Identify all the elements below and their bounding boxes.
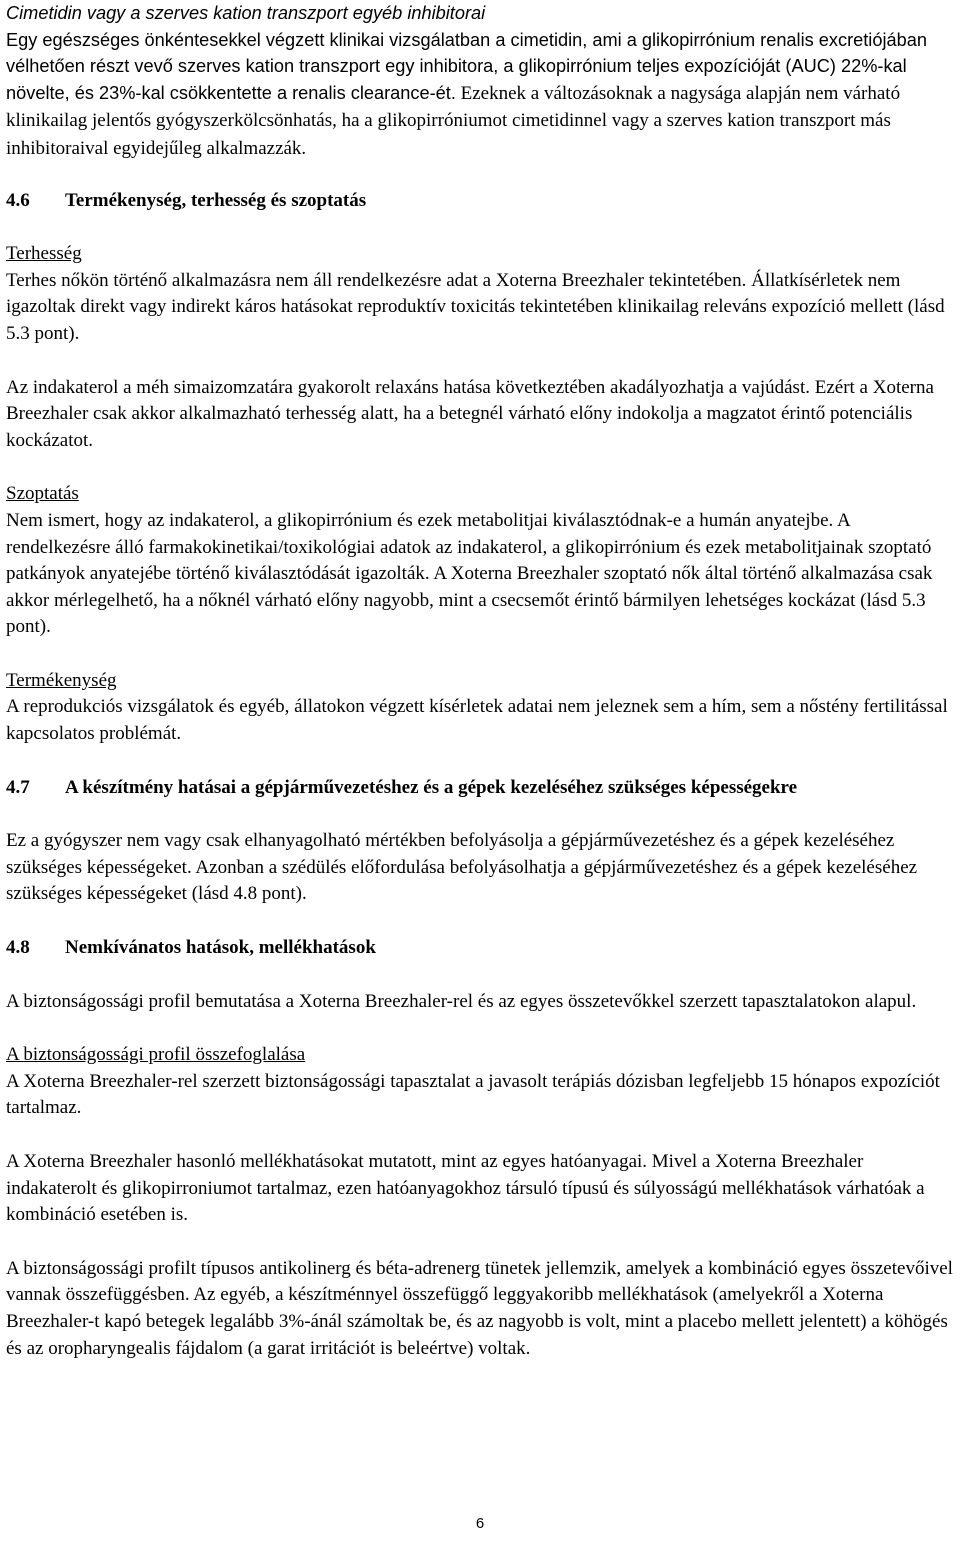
section-4-8-title: Nemkívánatos hatások, mellékhatások — [65, 937, 376, 959]
safety-summary-paragraph-1: A Xoterna Breezhaler-rel szerzett biztonságossági tapasztalat a javasolt terápiás dózisban legfeljebb 15 hónapos expozíciót tartalmaz. — [6, 1070, 940, 1119]
section-4-8-heading — [6, 935, 956, 962]
fertility-subheading: Termékenység — [6, 669, 117, 691]
section-4-6-heading — [6, 188, 956, 215]
breastfeeding-subheading: Szoptatás — [6, 483, 79, 505]
section-4-6-title: Termékenység, terhesség és szoptatás — [65, 189, 367, 211]
cimetidine-paragraph-part1: Egy egészséges önkéntesekkel végzett klinikai vizsgálatban a cimetidin, ami a glikopirrónium renalis excretiójában vélhetően részt vevő szerves kation transzport egy inhibitora, a glikopirrónium teljes expozícióját (AUC) 22%-kal növelte, és 23%-kal csökkentette a renalis clearance-ét. — [6, 29, 927, 103]
pregnancy-paragraph-2: Az indakaterol a méh simaizomzatára gyakorolt relaxáns hatása következtében akadályozhatja a vajúdást. Ezért a Xoterna Breezhaler csak akkor alkalmazható terhesség alatt, ha a betegnél várható előny indokolja a magzatot érintő potenciális kockázatot. — [6, 376, 934, 451]
section-4-7-number: 4.7 — [6, 776, 30, 798]
safety-summary-subheading: A biztonságossági profil összefoglalása — [6, 1044, 306, 1066]
pregnancy-paragraph-1: Terhes nőkön történő alkalmazásra nem áll rendelkezésre adat a Xoterna Breezhaler tekintetében. Állatkísérletek nem igazoltak direkt vagy indirekt káros hatásokat reproduktív toxicitás tekintetében klinikailag releváns expozíció mellett (lásd 5.3 pont). — [6, 269, 945, 344]
safety-summary-paragraph-3: A biztonságossági profilt típusos antikolinerg és béta-adrenerg tünetek jellemzik, amelyek a kombináció egyes összetevőivel vannak összefüggésben. Az egyéb, a készítménnyel összefüggő leggyakoribb mellékhatások (amelyekről a Xoterna Breezhaler-t kapó betegek legalább 3%-ánál számoltak be, és az nagyobb is volt, mint a placebo mellett jelentett) a köhögés és az oropharyngealis fájdalom (a garat irritációt is beleértve) voltak. — [6, 1257, 953, 1359]
adverse-effects-intro: A biztonságossági profil bemutatása a Xoterna Breezhaler-rel és az egyes összetevőkkel szerzett tapasztalatokon alapul. — [6, 990, 917, 1012]
cimetidine-paragraph-part2: Ezeknek a változásoknak a nagysága alapján nem várható klinikailag jelentős gyógyszerkölcsönhatás, ha a glikopirróniumot cimetidinnel vagy a szerves kation transzport más inhibitoraival egyidejűleg alkalmazzák. — [6, 82, 901, 159]
cimetidine-heading: Cimetidin vagy a szerves kation transzport egyéb inhibitorai — [6, 3, 486, 23]
breastfeeding-paragraph: Nem ismert, hogy az indakaterol, a glikopirrónium és ezek metabolitjai kiválasztódnak-e a humán anyatejbe. A rendelkezésre álló farmakokinetikai/toxikológiai adatok az indakaterol, a glikopirrónium és ezek metabolitjainak szoptató patkányok anyatejébe történő kiválasztódását igazolták. A Xoterna Breezhaler szoptató nők által történő alkalmazása csak akkor mérlegelhető, ha a nőknél várható előny nagyobb, mint a csecsemőt érintő bármilyen lehetséges kockázat (lásd 5.3 pont). — [6, 509, 933, 638]
section-4-8-number: 4.8 — [6, 937, 30, 959]
section-4-6-number: 4.6 — [6, 189, 30, 211]
page-number: 6 — [475, 1515, 485, 1532]
fertility-paragraph: A reprodukciós vizsgálatok és egyéb, állatokon végzett kísérletek adatai nem jeleznek sem a hím, sem a nőstény fertilitással kapcsolatos problémát. — [6, 696, 948, 745]
pregnancy-subheading: Terhesség — [6, 243, 82, 265]
section-4-7-heading — [6, 775, 956, 802]
document-page — [6, 0, 956, 1362]
section-4-7-title: A készítmény hatásai a gépjárművezetéshez és a gépek kezeléséhez szükséges képességekre — [65, 776, 798, 798]
cimetidine-paragraph — [6, 27, 956, 163]
driving-paragraph: Ez a gyógyszer nem vagy csak elhanyagolható mértékben befolyásolja a gépjárművezetéshez és a gépek kezeléséhez szükséges képességeket. Azonban a szédülés előfordulása befolyásolhatja a gépjárművezetéshez és a gépek kezeléséhez szükséges képességeket (lásd 4.8 pont). — [6, 830, 918, 905]
safety-summary-paragraph-2: A Xoterna Breezhaler hasonló mellékhatásokat mutatott, mint az egyes hatóanyagai. Mivel a Xoterna Breezhaler indakaterolt és glikopirroniumot tartalmaz, ezen hatóanyagokhoz társuló típusú és súlyosságú mellékhatások várhatóak a kombináció esetében is. — [6, 1151, 925, 1226]
